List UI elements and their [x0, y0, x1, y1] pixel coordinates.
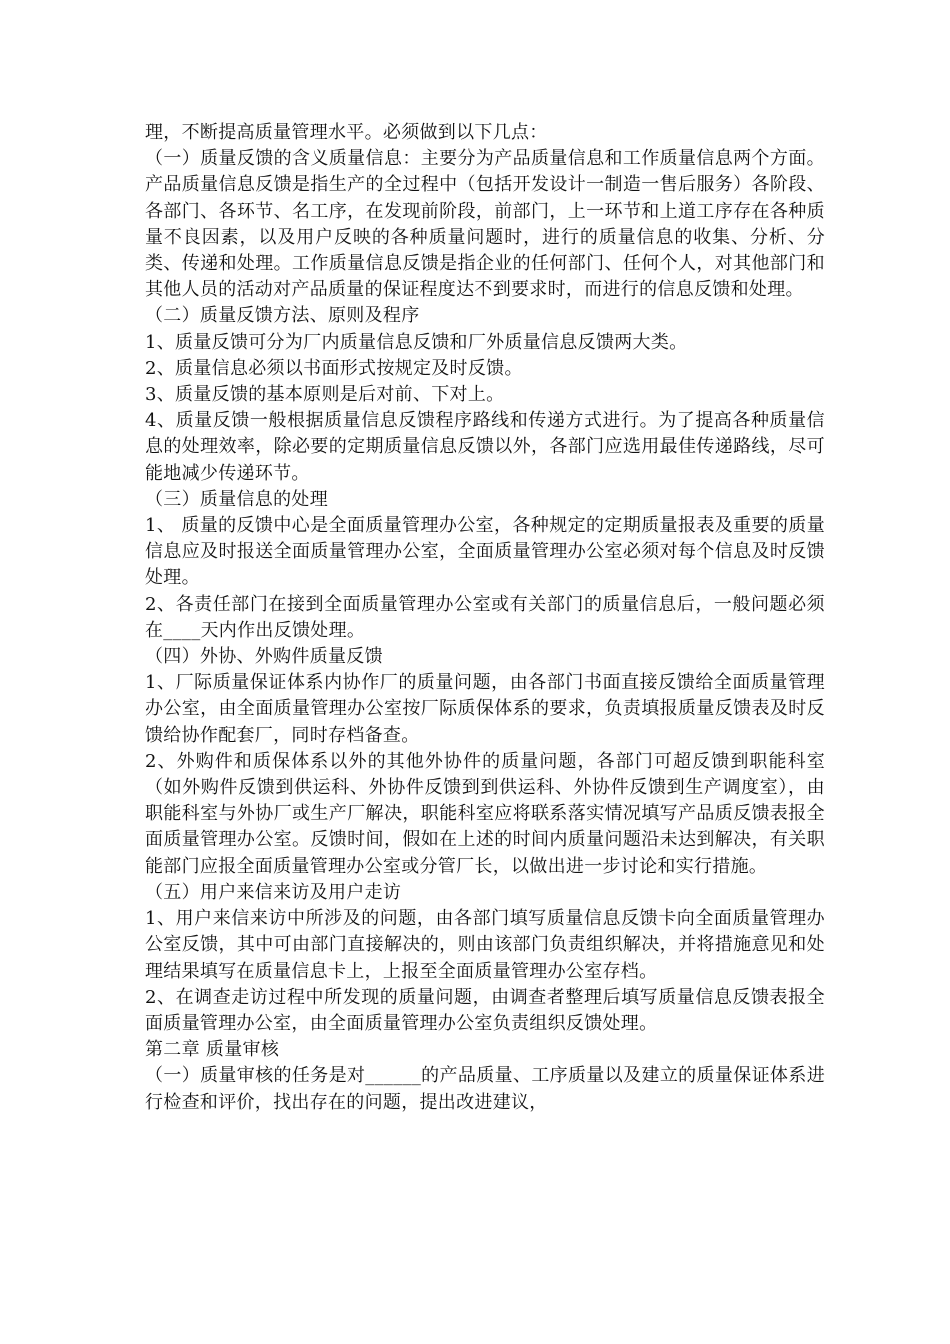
list-item: 2、各责任部门在接到全面质量管理办公室或有关部门的质量信息后，一般问题必须在____天内作出反馈处理。 — [145, 593, 825, 641]
heading-section-2: （二）质量反馈方法、原则及程序 — [145, 305, 420, 327]
paragraph-intro: 理，不断提高质量管理水平。必须做到以下几点： — [145, 122, 548, 143]
list-item: 1、 质量的反馈中心是全面质量管理办公室，各种规定的定期质量报表及重要的质量信息应及时报送全面质量管理办公室，全面质量管理办公室必须对每个信息及时反馈处理。 — [145, 515, 825, 589]
list-item: 2、外购件和质保体系以外的其他外协件的质量问题，各部门可超反馈到职能科室（如外购件反馈到供运科、外协件反馈到到供运科、外协件反馈到生产调度室），由职能科室与外协厂或生产厂解决，职能科室应将联系落实情况填写产品质反馈表报全面质量管理办公室。反馈时间，假如在上述的时间内质量问题沿未达到解决，有关职能部门应报全面质量管理办公室或分管厂长，以做出进一步讨论和实行措施。 — [145, 750, 825, 877]
paragraph-audit: （一）质量审核的任务是对______的产品质量、工序质量以及建立的质量保证体系进行检查和评价，找出存在的问题，提出改进建议， — [145, 1065, 825, 1113]
document-body — [145, 120, 825, 1116]
list-item: 1、质量反馈可分为厂内质量信息反馈和厂外质量信息反馈两大类。 — [145, 331, 688, 353]
heading-section-4: （四）外协、外购件质量反馈 — [145, 646, 383, 668]
chapter-heading: 第二章 质量审核 — [145, 1039, 280, 1061]
list-item: 3、质量反馈的基本原则是后对前、下对上。 — [145, 384, 505, 406]
list-item: 2、质量信息必须以书面形式按规定及时反馈。 — [145, 357, 523, 379]
list-item: 2、在调查走访过程中所发现的质量问题，由调查者整理后填写质量信息反馈表报全面质量管理办公室，由全面质量管理办公室负责组织反馈处理。 — [145, 986, 825, 1034]
heading-section-3: （三）质量信息的处理 — [145, 488, 328, 510]
list-item: 1、厂际质量保证体系内协作厂的质量问题，由各部门书面直接反馈给全面质量管理办公室，由全面质量管理办公室按厂际质保体系的要求，负责填报质量反馈表及时反馈给协作配套厂，同时存档备查。 — [145, 672, 825, 746]
list-item: 4、质量反馈一般根据质量信息反馈程序路线和传递方式进行。为了提高各种质量信息的处理效率，除必要的定期质量信息反馈以外，各部门应选用最佳传递路线，尽可能地减少传递环节。 — [145, 410, 825, 484]
list-item: 1、用户来信来访中所涉及的问题，由各部门填写质量信息反馈卡向全面质量管理办公室反馈，其中可由部门直接解决的，则由该部门负责组织解决，并将措施意见和处理结果填写在质量信息卡上，上报至全面质量管理办公室存档。 — [145, 908, 825, 982]
paragraph-section-1: （一）质量反馈的含义质量信息：主要分为产品质量信息和工作质量信息两个方面。产品质量信息反馈是指生产的全过程中（包括开发设计一制造一售后服务）各阶段、各部门、各环节、名工序，在发现前阶段，前部门，上一环节和上道工序存在各种质量不良因素，以及用户反映的各种质量问题时，进行的质量信息的收集、分析、分类、传递和处理。工作质量信息反馈是指企业的任何部门、任何个人，对其他部门和其他人员的活动对产品质量的保证程度达不到要求时，而进行的信息反馈和处理。 — [145, 148, 825, 301]
heading-section-5: （五）用户来信来访及用户走访 — [145, 881, 402, 903]
